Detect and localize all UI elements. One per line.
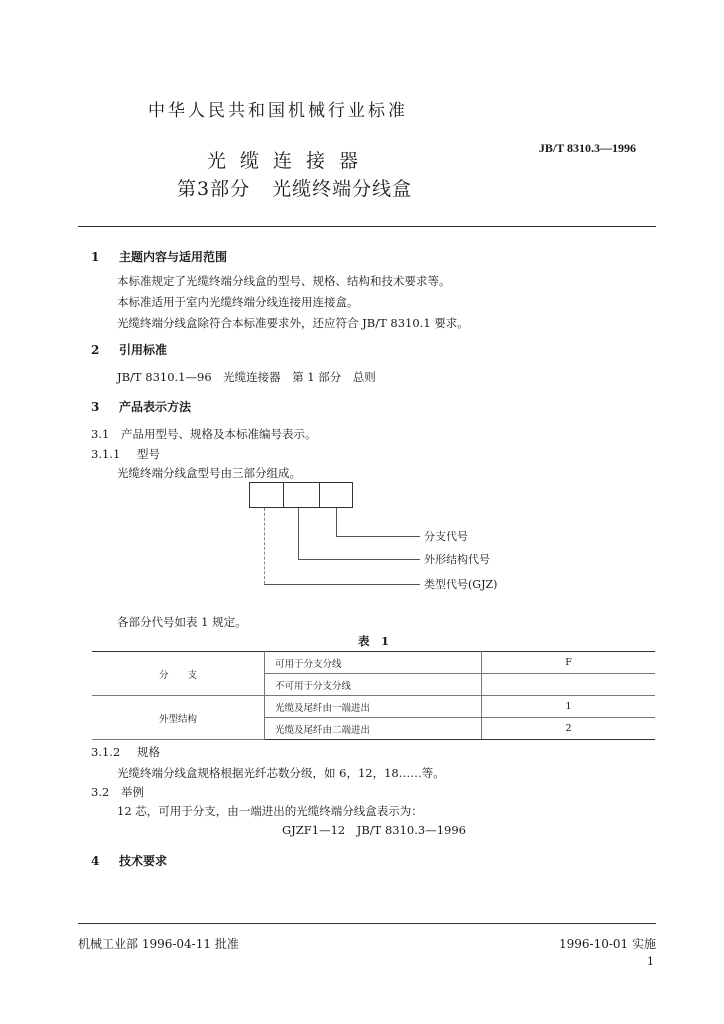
clause-3-1-1 <box>91 446 160 462</box>
part-label: 第3部分 <box>177 178 251 200</box>
group-shape: 外型结构 <box>92 696 265 740</box>
example-designation: GJZF1—12 JB/T 8310.3—1996 <box>282 823 466 837</box>
leader-type-h <box>264 584 420 585</box>
label-branch-code: 分支代号 <box>424 530 468 543</box>
clause-3-2 <box>91 784 144 800</box>
group-branch: 分 支 <box>92 652 265 696</box>
paragraph: 本标准适用于室内光缆终端分线连接用连接盒。 <box>117 295 359 309</box>
row-desc: 可用于分支分线 <box>265 652 482 674</box>
header-rule <box>78 226 656 227</box>
section-title: 引用标准 <box>119 343 168 357</box>
leader-branch-h <box>336 536 420 537</box>
leader-branch <box>336 508 337 536</box>
document-subtitle <box>177 174 412 201</box>
label-type-code: 类型代号(GJZ) <box>424 578 498 591</box>
row-code: F <box>482 652 656 674</box>
approval-note: 机械工业部 1996-04-11 批准 <box>78 937 239 951</box>
leader-shape <box>298 508 299 559</box>
standard-number: JB/T 8310.3—1996 <box>538 141 636 155</box>
clause-title: 规格 <box>137 745 160 759</box>
section-number: 1 <box>91 250 100 264</box>
section-1-heading <box>91 248 227 265</box>
clause-number: 3.1.2 <box>91 745 121 759</box>
section-title: 主题内容与适用范围 <box>119 250 228 264</box>
page-number: 1 <box>647 955 654 968</box>
section-3-heading <box>91 398 191 415</box>
section-number: 4 <box>91 854 100 868</box>
code-box-branch <box>319 482 353 508</box>
paragraph: 光缆终端分线盒型号由三部分组成。 <box>117 466 301 480</box>
issuing-organization: 中华人民共和国机械行业标准 <box>148 101 408 121</box>
clause-title: 型号 <box>137 447 160 461</box>
paragraph: 光缆终端分线盒除符合本标准要求外，还应符合 JB/T 8310.1 要求。 <box>117 316 469 330</box>
document-title: 光缆连接器 <box>207 150 373 172</box>
section-2-heading <box>91 341 167 358</box>
paragraph: 本标准规定了光缆终端分线盒的型号、规格、结构和技术要求等。 <box>117 274 451 288</box>
footer-rule <box>78 923 656 924</box>
clause-text: 产品用型号、规格及本标准编号表示。 <box>121 427 317 441</box>
row-code: 2 <box>482 718 656 740</box>
row-code: 1 <box>482 696 656 718</box>
code-box-type <box>249 482 284 508</box>
paragraph: 12 芯，可用于分支，由一端进出的光缆终端分线盒表示为： <box>117 804 423 818</box>
clause-number: 3.2 <box>91 785 110 799</box>
row-desc: 不可用于分支分线 <box>265 674 482 696</box>
table-row <box>92 652 655 674</box>
row-desc: 光缆及尾纤由一端进出 <box>265 696 482 718</box>
code-box-shape <box>283 482 320 508</box>
row-code <box>482 674 656 696</box>
section-number: 3 <box>91 400 100 414</box>
table-intro: 各部分代号如表 1 规定。 <box>117 615 247 629</box>
section-4-heading <box>91 852 167 869</box>
part-title: 光缆终端分线盒 <box>272 178 413 200</box>
clause-3-1 <box>91 426 317 442</box>
clause-number: 3.1 <box>91 427 110 441</box>
implementation-date: 1996-10-01 实施 <box>558 937 656 951</box>
clause-number: 3.1.1 <box>91 447 121 461</box>
paragraph: 光缆终端分线盒规格根据光纤芯数分级，如 6，12，18……等。 <box>117 766 445 780</box>
reference-item: JB/T 8310.1—96 光缆连接器 第 1 部分 总则 <box>117 370 376 384</box>
code-table <box>92 651 655 740</box>
row-desc: 光缆及尾纤由二端进出 <box>265 718 482 740</box>
label-shape-code: 外形结构代号 <box>424 553 490 566</box>
section-title: 产品表示方法 <box>119 400 192 414</box>
table-row <box>92 696 655 718</box>
section-title: 技术要求 <box>119 854 168 868</box>
clause-3-1-2 <box>91 744 160 760</box>
section-number: 2 <box>91 343 100 357</box>
table-caption: 表 1 <box>358 634 390 648</box>
clause-title: 举例 <box>121 785 144 799</box>
leader-type <box>264 508 265 584</box>
leader-shape-h <box>298 559 420 560</box>
